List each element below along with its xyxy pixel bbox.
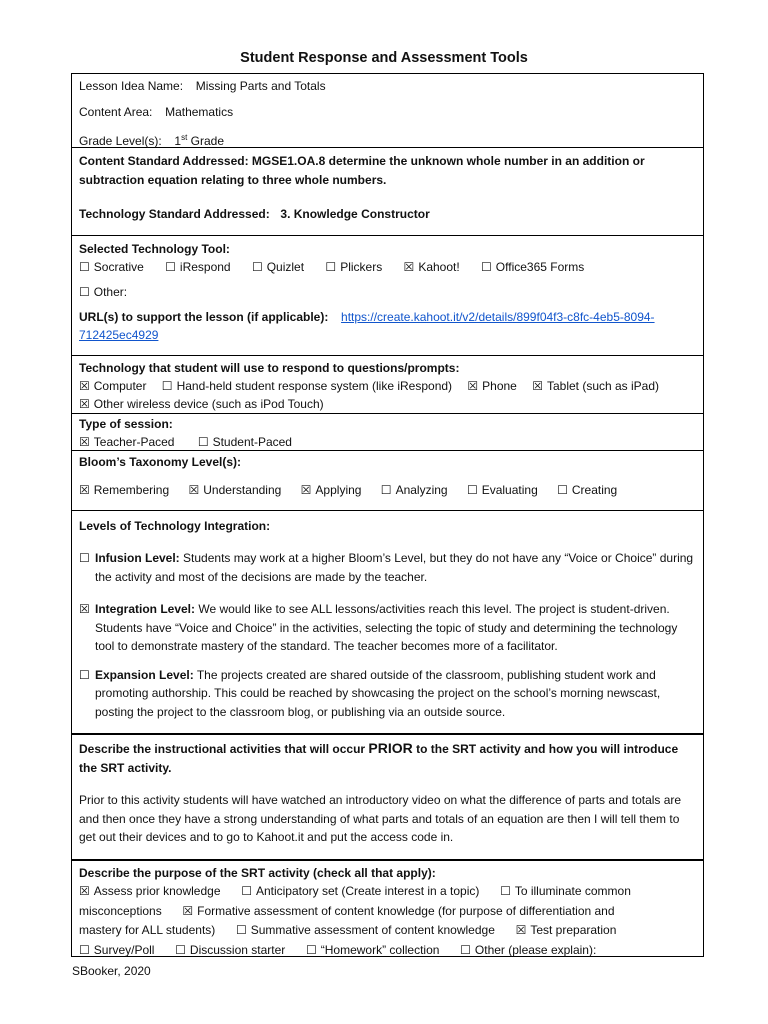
blooms-options (79, 481, 696, 499)
checkbox-icon: ☒ (515, 923, 527, 937)
checkbox-icon: ☐ (251, 260, 263, 274)
grade-level-label: Grade Level(s): (79, 134, 162, 148)
option-label: Creating (571, 483, 618, 497)
kahoot-url-link[interactable]: https://create.kahoot.it/v2/details/899f04f3-c8fc-4eb5-8094- (341, 310, 655, 324)
option-label: Evaluating (481, 483, 538, 497)
content-standard (79, 152, 696, 189)
content-standard-value: MGSE1.OA.8 determine the unknown whole number in an addition or subtraction equation relating to three whole numbers. (79, 154, 645, 187)
form-table (71, 73, 704, 957)
option-label: Other: (93, 285, 128, 299)
respond-options (79, 377, 696, 395)
option-label: Understanding (203, 483, 282, 497)
session-option-student[interactable] (198, 435, 292, 449)
tech-standard (79, 205, 696, 223)
checkbox-icon: ☐ (165, 260, 176, 274)
checkbox-icon: ☒ (300, 483, 312, 497)
prior-section (72, 733, 703, 859)
checkbox-icon: ☒ (188, 483, 200, 497)
option-label: Remembering (93, 483, 170, 497)
respond-option-handheld[interactable] (162, 379, 452, 393)
checkbox-icon: ☐ (241, 884, 252, 898)
session-section (72, 413, 703, 450)
expansion-title: Expansion Level: (95, 667, 194, 682)
grade-level-word: Grade (190, 134, 225, 148)
option-label: Other (please explain): (474, 942, 597, 957)
option-label: Test preparation (530, 923, 617, 937)
blooms-option-evaluating[interactable] (467, 483, 538, 497)
blooms-option-remembering[interactable] (79, 483, 169, 497)
option-label: Computer (93, 379, 147, 393)
purpose-label: Describe the purpose of the SRT activity (check all that apply): (79, 866, 436, 880)
option-label: iRespond (179, 260, 231, 274)
prior-answer: Prior to this activity students will have watched an introductory video on what the difference of parts and totals are and then once they have a strong understanding of what parts and totals of an equation are then I will tell them to get out their devices and to go to Kahoot.it and put the access code in. (79, 793, 682, 844)
checkbox-icon: ☐ (197, 435, 209, 449)
tool-option-plickers[interactable] (325, 260, 382, 274)
purpose-option-prior[interactable] (79, 884, 221, 898)
option-label: Tablet (such as iPad) (546, 379, 660, 393)
blooms-option-understanding[interactable] (188, 483, 281, 497)
option-label: Assess prior knowledge (93, 884, 221, 898)
tool-section (72, 235, 703, 355)
purpose-option-formative[interactable] (182, 904, 614, 918)
checkbox-icon: ☐ (305, 942, 317, 957)
purpose-option-discussion[interactable] (175, 943, 285, 957)
session-options (79, 433, 696, 451)
integration-level[interactable] (79, 600, 696, 656)
checkbox-icon: ☐ (557, 483, 568, 497)
checkbox-icon: ☒ (79, 435, 90, 449)
url-row (79, 308, 696, 326)
option-label: Office365 Forms (495, 260, 585, 274)
kahoot-url-link-cont[interactable]: 712425ec4929 (79, 328, 159, 342)
respond-label: Technology that student will use to respond to questions/prompts: (79, 361, 460, 375)
checkbox-icon: ☒ (79, 483, 90, 497)
tool-option-irespond[interactable] (165, 260, 230, 274)
checkbox-icon: ☒ (182, 903, 194, 918)
session-option-teacher[interactable] (79, 435, 174, 449)
checkbox-icon: ☐ (175, 942, 186, 957)
purpose-section (72, 859, 703, 956)
expansion-text: The projects created are shared outside of the classroom, publishing student work and promoting authorship. This could be reached by showcasing the project on the school’s morning newscast, posting the project to the classroom blog, or publishing via an outside source. (95, 667, 661, 719)
blooms-option-analyzing[interactable] (381, 483, 448, 497)
infusion-title: Infusion Level: (95, 551, 180, 565)
purpose-row-4 (79, 941, 696, 961)
option-label: Socrative (93, 260, 144, 274)
purpose-option-homework[interactable] (306, 943, 439, 957)
respond-section (72, 355, 703, 413)
tool-options (79, 258, 696, 276)
respond-option-tablet[interactable] (532, 379, 659, 393)
option-label: Phone (482, 379, 517, 393)
checkbox-icon: ☐ (79, 260, 90, 274)
content-area-value: Mathematics (165, 105, 234, 119)
checkbox-icon: ☐ (235, 923, 247, 937)
checkbox-icon: ☒ (467, 379, 479, 393)
checkbox-icon: ☐ (466, 483, 478, 497)
option-label: Anticipatory set (Create interest in a topic) (255, 884, 480, 898)
checkbox-icon: ☐ (79, 942, 90, 957)
option-label: Hand-held student response system (like iRespond) (176, 379, 453, 393)
grade-level-num: 1 (174, 134, 182, 148)
tool-label: Selected Technology Tool: (79, 242, 230, 256)
integration-section (72, 510, 703, 733)
checkbox-icon: ☒ (403, 260, 415, 274)
lesson-section (72, 74, 703, 147)
option-label: Teacher-Paced (93, 435, 175, 449)
option-label: Other wireless device (such as iPod Touch) (93, 397, 324, 411)
purpose-option-illuminate[interactable] (500, 884, 631, 898)
prior-q-end: to the SRT activity and how you will introduce the SRT activity. (79, 742, 679, 775)
purpose-option-other[interactable] (460, 943, 596, 957)
lesson-name-row (79, 77, 696, 95)
tool-option-quizlet[interactable] (252, 260, 304, 274)
tech-standard-value: 3. Knowledge Constructor (280, 207, 430, 221)
option-label: Analyzing (395, 483, 448, 497)
purpose-row-2 (79, 902, 696, 922)
respond-option-phone[interactable] (467, 379, 516, 393)
blooms-option-creating[interactable] (557, 483, 617, 497)
option-label: “Homework” collection (320, 942, 440, 957)
option-label: Formative assessment of content knowledge (for purpose of differentiation and (197, 903, 615, 918)
checkbox-icon: ☒ (79, 602, 90, 616)
checkbox-icon: ☐ (380, 483, 392, 497)
content-area-label: Content Area: (79, 105, 153, 119)
checkbox-icon: ☐ (481, 260, 492, 274)
purpose-option-formative-cont: mastery for ALL students) (79, 923, 216, 937)
lesson-name-value: Missing Parts and Totals (195, 79, 326, 93)
infusion-text: Students may work at a higher Bloom’s Level, but they do not have any “Voice or Choice” during the activity and most of the decisions are made by the teacher. (95, 551, 694, 584)
blooms-option-applying[interactable] (301, 483, 362, 497)
integration-label: Levels of Technology Integration: (79, 519, 271, 533)
footer-credit: SBooker, 2020 (72, 964, 151, 978)
tech-standard-label: Technology Standard Addressed: (79, 207, 270, 221)
checkbox-icon: ☒ (532, 379, 543, 393)
respond-option-computer[interactable] (79, 379, 146, 393)
option-label: Quizlet (266, 260, 305, 274)
prior-q-emphasis: PRIOR (368, 740, 413, 756)
purpose-option-illuminate-cont: misconceptions (79, 903, 162, 918)
blooms-section (72, 450, 703, 510)
checkbox-icon: ☒ (79, 379, 90, 393)
prior-q-start: Describe the instructional activities that will occur (79, 742, 366, 756)
respond-option-other[interactable] (79, 395, 696, 413)
checkbox-icon: ☒ (79, 397, 90, 411)
integration-title: Integration Level: (95, 602, 196, 616)
checkbox-icon: ☐ (460, 942, 471, 957)
url-label: URL(s) to support the lesson (if applicable): (79, 310, 329, 324)
option-label: Plickers (340, 260, 383, 274)
option-label: Kahoot! (418, 260, 460, 274)
content-area-row (79, 103, 696, 121)
tool-option-office365[interactable] (481, 260, 584, 274)
lesson-name-label: Lesson Idea Name: (79, 79, 184, 93)
option-label: Survey/Poll (93, 942, 155, 957)
option-label: Summative assessment of content knowledge (250, 923, 495, 937)
checkbox-icon: ☒ (79, 884, 90, 898)
integration-text: We would like to see ALL lessons/activities reach this level. The project is student-driven. Students have “Voice and Choice” in the activities, selecting the topic of study and determining the technology tool to demonstrate mastery of the standard. The teacher becomes more of a facilitator. (95, 602, 678, 653)
session-label: Type of session: (79, 417, 173, 431)
infusion-level[interactable] (79, 549, 696, 586)
purpose-option-anticipatory[interactable] (241, 884, 479, 898)
option-label: Discussion starter (189, 942, 286, 957)
checkbox-icon: ☐ (79, 551, 90, 565)
option-label: Student-Paced (212, 435, 292, 449)
purpose-row-1 (79, 882, 696, 902)
purpose-option-test-prep[interactable] (516, 923, 617, 937)
checkbox-icon: ☐ (161, 379, 173, 393)
checkbox-icon: ☐ (500, 884, 511, 898)
page-title: Student Response and Assessment Tools (240, 50, 528, 66)
url-row-2 (79, 326, 696, 344)
prior-question (79, 739, 696, 777)
checkbox-icon: ☐ (325, 260, 337, 274)
content-standard-label: Content Standard Addressed: (79, 154, 249, 168)
tool-option-socrative[interactable] (79, 260, 144, 274)
standards-section (72, 147, 703, 235)
option-label: To illuminate common (514, 884, 631, 898)
expansion-level[interactable] (79, 666, 696, 722)
blooms-label: Bloom’s Taxonomy Level(s): (79, 455, 242, 469)
purpose-option-survey[interactable] (79, 943, 154, 957)
purpose-option-summative[interactable] (236, 923, 495, 937)
purpose-row-3 (79, 921, 696, 941)
tool-option-other[interactable] (79, 283, 696, 301)
tool-option-kahoot[interactable] (404, 260, 460, 274)
checkbox-icon: ☐ (79, 285, 90, 299)
option-label: Applying (315, 483, 362, 497)
grade-level-sup: st (181, 133, 188, 142)
checkbox-icon: ☐ (79, 667, 90, 682)
